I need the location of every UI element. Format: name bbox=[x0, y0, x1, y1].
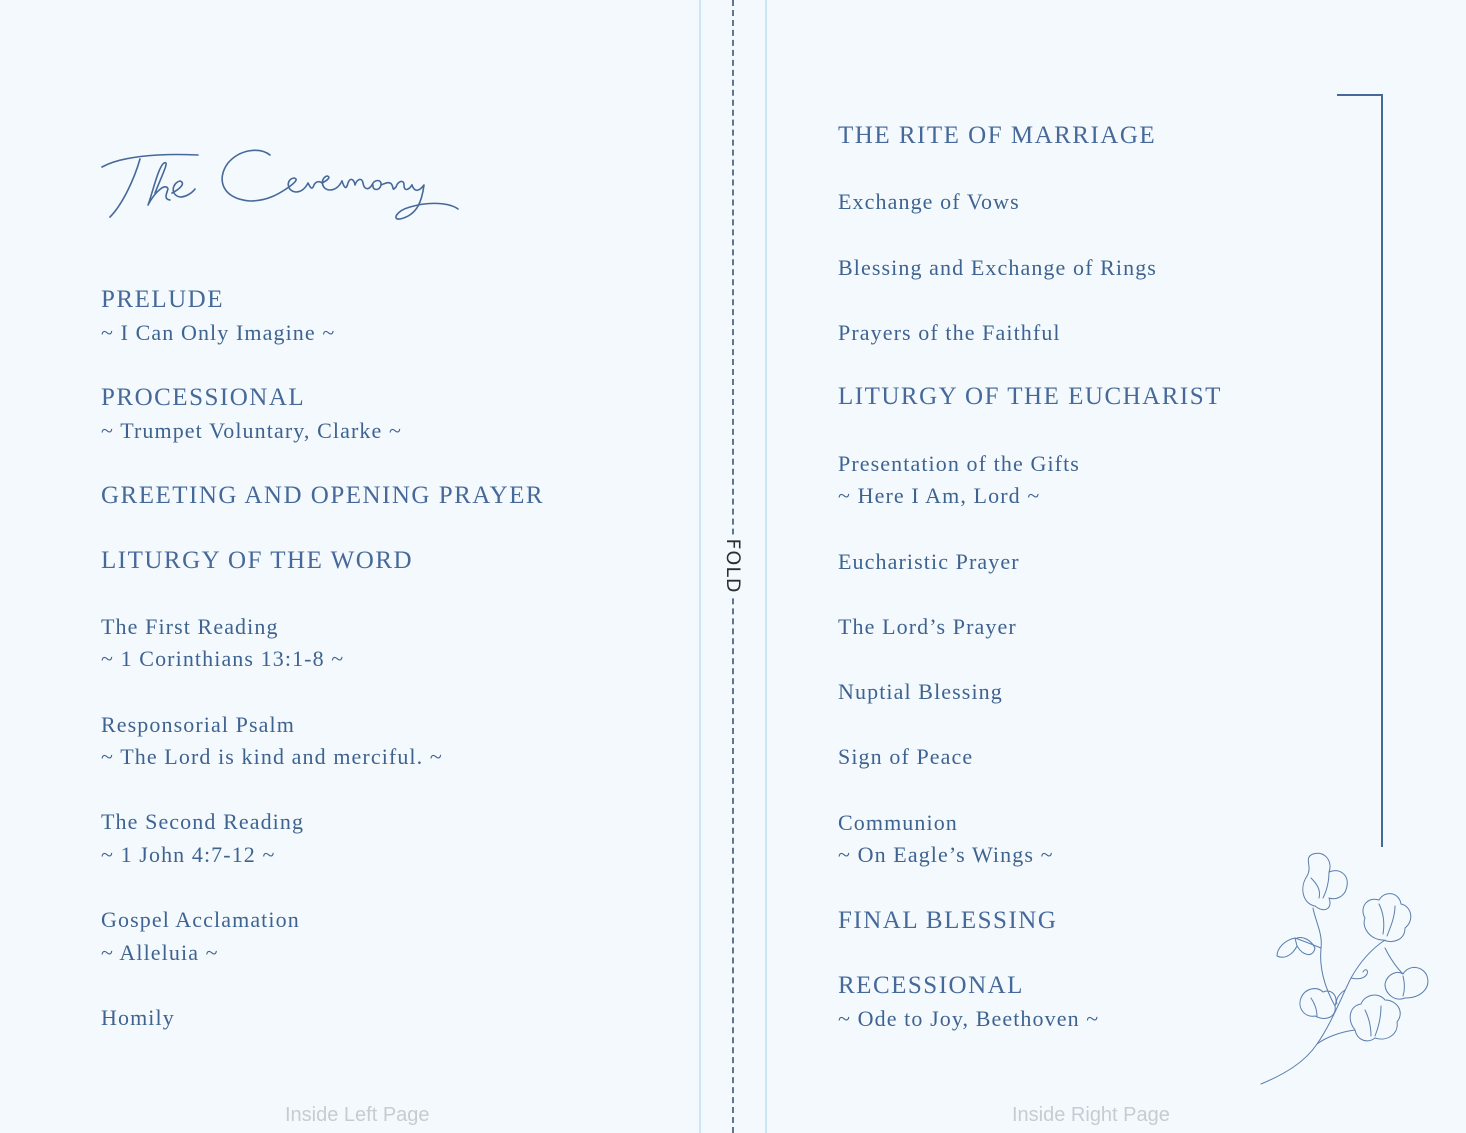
ceremony-script-title bbox=[100, 145, 470, 230]
section-heading-liturgy-word: LITURGY OF THE WORD bbox=[101, 547, 414, 574]
section-detail-recessional: ~ Ode to Joy, Beethoven ~ bbox=[838, 1006, 1100, 1031]
program-item-lords-prayer: The Lord’s Prayer bbox=[838, 614, 1017, 639]
program-detail-responsorial-psalm: ~ The Lord is kind and merciful. ~ bbox=[101, 744, 443, 769]
program-item-sign-of-peace: Sign of Peace bbox=[838, 744, 974, 769]
program-item-first-reading: The First Reading bbox=[101, 614, 279, 639]
right-page-caption: Inside Right Page bbox=[1012, 1104, 1170, 1126]
program-item-exchange-of-vows: Exchange of Vows bbox=[838, 189, 1020, 214]
program-detail-second-reading: ~ 1 John 4:7-12 ~ bbox=[101, 842, 276, 867]
program-item-eucharistic-prayer: Eucharistic Prayer bbox=[838, 549, 1020, 574]
program-item-presentation-gifts: Presentation of the Gifts bbox=[838, 451, 1080, 476]
program-item-gospel-acclamation: Gospel Acclamation bbox=[101, 907, 300, 932]
program-item-prayers-faithful: Prayers of the Faithful bbox=[838, 320, 1061, 345]
sweet-pea-flower-illustration bbox=[1255, 848, 1435, 1088]
section-detail-prelude: ~ I Can Only Imagine ~ bbox=[101, 320, 336, 345]
program-item-responsorial-psalm: Responsorial Psalm bbox=[101, 712, 295, 737]
program-item-homily: Homily bbox=[101, 1005, 175, 1030]
fold-label: FOLD bbox=[722, 534, 744, 597]
program-item-communion: Communion bbox=[838, 810, 958, 835]
section-heading-rite-of-marriage: THE RITE OF MARRIAGE bbox=[838, 122, 1157, 149]
inside-left-page bbox=[0, 0, 700, 1133]
program-detail-gospel-acclamation: ~ Alleluia ~ bbox=[101, 940, 219, 965]
program-item-second-reading: The Second Reading bbox=[101, 809, 305, 834]
section-heading-processional: PROCESSIONAL bbox=[101, 384, 306, 411]
section-heading-liturgy-eucharist: LITURGY OF THE EUCHARIST bbox=[838, 383, 1222, 410]
program-item-nuptial-blessing: Nuptial Blessing bbox=[838, 679, 1003, 704]
left-page-caption: Inside Left Page bbox=[285, 1104, 430, 1126]
section-heading-prelude: PRELUDE bbox=[101, 286, 224, 313]
section-heading-greeting: GREETING AND OPENING PRAYER bbox=[101, 482, 545, 509]
section-heading-final-blessing: FINAL BLESSING bbox=[838, 907, 1058, 934]
program-item-blessing-rings: Blessing and Exchange of Rings bbox=[838, 255, 1157, 280]
fold-guide-left bbox=[699, 0, 701, 1133]
program-detail-first-reading: ~ 1 Corinthians 13:1-8 ~ bbox=[101, 646, 345, 671]
section-heading-recessional: RECESSIONAL bbox=[838, 972, 1024, 999]
decorative-bracket bbox=[1337, 94, 1383, 847]
section-detail-processional: ~ Trumpet Voluntary, Clarke ~ bbox=[101, 418, 402, 443]
program-detail-communion: ~ On Eagle’s Wings ~ bbox=[838, 842, 1054, 867]
program-detail-presentation-gifts: ~ Here I Am, Lord ~ bbox=[838, 483, 1041, 508]
